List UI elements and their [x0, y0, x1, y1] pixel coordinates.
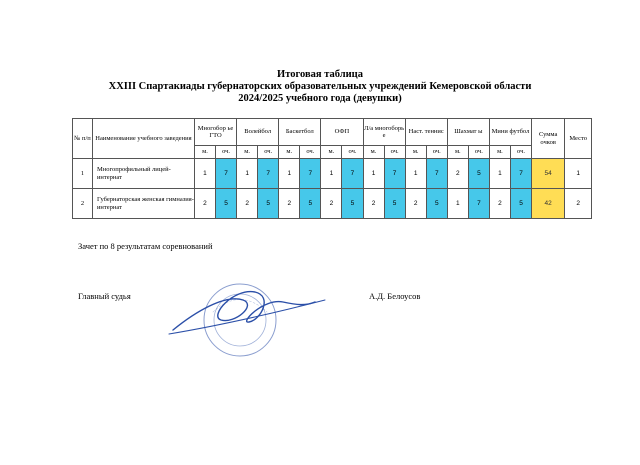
sport-points: 5 [216, 189, 237, 219]
subheader-points: оч. [510, 146, 531, 159]
title-line-3: 2024/2025 учебного года (девушки) [238, 93, 402, 104]
header-row [73, 119, 592, 146]
school-name: Губернаторская женская гимназия-интернат [92, 189, 194, 219]
table-row [73, 159, 592, 189]
sport-points: 7 [426, 159, 447, 189]
sport-place: 2 [194, 189, 215, 219]
sport-points: 7 [258, 159, 279, 189]
total-points: 42 [532, 189, 565, 219]
header-sport: Мини футбол [489, 119, 531, 146]
scoring-note: Зачет по 8 результатам соревнований [78, 241, 213, 251]
subheader-place: м. [194, 146, 215, 159]
subheader-place: м. [321, 146, 342, 159]
sport-points: 7 [468, 189, 489, 219]
subheader-place: м. [279, 146, 300, 159]
sport-points: 5 [384, 189, 405, 219]
sport-points: 5 [510, 189, 531, 219]
sport-points: 5 [300, 189, 321, 219]
sport-place: 1 [363, 159, 384, 189]
subheader-points: оч. [468, 146, 489, 159]
judge-role: Главный судья [78, 291, 131, 301]
sport-points: 5 [426, 189, 447, 219]
sport-place: 2 [237, 189, 258, 219]
sport-points: 7 [300, 159, 321, 189]
subheader-place: м. [489, 146, 510, 159]
header-num: № п/п [73, 119, 93, 159]
signature-stamp [165, 272, 335, 367]
subheader-points: оч. [342, 146, 363, 159]
sport-points: 7 [216, 159, 237, 189]
header-place: Место [565, 119, 592, 159]
row-num: 2 [73, 189, 93, 219]
total-points: 54 [532, 159, 565, 189]
sport-place: 2 [279, 189, 300, 219]
header-sport: Баскетбол [279, 119, 321, 146]
subheader-points: оч. [300, 146, 321, 159]
sport-points: 5 [468, 159, 489, 189]
results-table [72, 118, 592, 219]
sport-place: 2 [489, 189, 510, 219]
title-line-2: XXIII Спартакиады губернаторских образовательных учреждений Кемеровской области [108, 81, 532, 92]
header-sport: Многобор ье ГТО [194, 119, 236, 146]
sport-place: 1 [321, 159, 342, 189]
sport-place: 1 [405, 159, 426, 189]
header-sport: Л/а многоборь е [363, 119, 405, 146]
table-row [73, 189, 592, 219]
row-num: 1 [73, 159, 93, 189]
subheader-place: м. [363, 146, 384, 159]
subheader-points: оч. [384, 146, 405, 159]
sport-points: 7 [384, 159, 405, 189]
sport-place: 2 [363, 189, 384, 219]
sport-points: 7 [510, 159, 531, 189]
sport-points: 7 [342, 159, 363, 189]
sport-place: 1 [194, 159, 215, 189]
subheader-place: м. [447, 146, 468, 159]
subheader-points: оч. [216, 146, 237, 159]
sport-place: 1 [279, 159, 300, 189]
subheader-place: м. [405, 146, 426, 159]
subheader-place: м. [237, 146, 258, 159]
sport-points: 5 [258, 189, 279, 219]
header-sport: Наст. теннис [405, 119, 447, 146]
sport-place: 1 [489, 159, 510, 189]
subheader-points: оч. [258, 146, 279, 159]
header-sport: Волейбол [237, 119, 279, 146]
sport-place: 1 [447, 189, 468, 219]
sport-place: 2 [405, 189, 426, 219]
subheader-points: оч. [426, 146, 447, 159]
sport-place: 1 [237, 159, 258, 189]
school-name: Многопрофильный лицей-интернат [92, 159, 194, 189]
final-place: 1 [565, 159, 592, 189]
header-sport: ОФП [321, 119, 363, 146]
sport-place: 2 [321, 189, 342, 219]
title-block [0, 69, 640, 105]
sport-place: 2 [447, 159, 468, 189]
title-line-1: Итоговая таблица [277, 69, 363, 80]
header-name: Наименование учебного заведения [92, 119, 194, 159]
header-sum: Сумма очков [532, 119, 565, 159]
sport-points: 5 [342, 189, 363, 219]
header-sport: Шахмат ы [447, 119, 489, 146]
judge-name: А.Д. Белоусов [369, 291, 421, 301]
signature-stroke [173, 292, 315, 330]
final-place: 2 [565, 189, 592, 219]
